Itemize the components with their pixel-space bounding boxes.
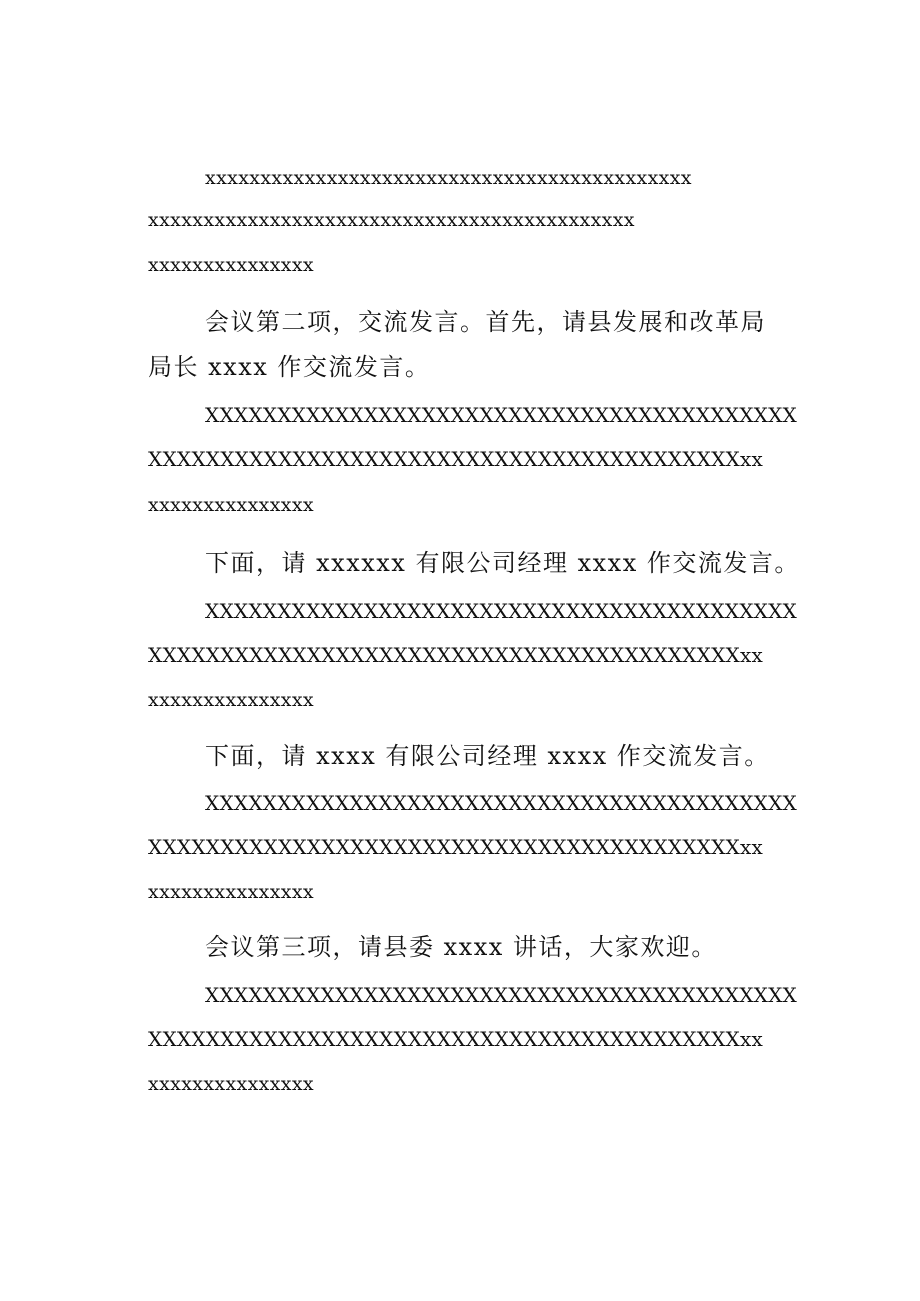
paragraph-3-line-3: xxxxxxxxxxxxxxx: [148, 494, 314, 516]
paragraph-5-line-1: XXXXXXXXXXXXXXXXXXXXXXXXXXXXXXXXXXXXXXXXX: [205, 599, 797, 623]
paragraph-1-line-3: xxxxxxxxxxxxxxx: [148, 254, 314, 276]
paragraph-9-line-2: XXXXXXXXXXXXXXXXXXXXXXXXXXXXXXXXXXXXXXXXXxx: [148, 1027, 763, 1051]
paragraph-2-line-2: 局长 xxxx 作交流发言。: [148, 353, 431, 381]
paragraph-7-line-2: XXXXXXXXXXXXXXXXXXXXXXXXXXXXXXXXXXXXXXXXXxx: [148, 835, 763, 859]
paragraph-8-line-1: 会议第三项，请县委 xxxx 讲话，大家欢迎。: [205, 933, 717, 961]
paragraph-1-line-2: xxxxxxxxxxxxxxxxxxxxxxxxxxxxxxxxxxxxxxxxxxxx: [148, 209, 635, 231]
paragraph-6-line-1: 下面，请 xxxx 有限公司经理 xxxx 作交流发言。: [205, 742, 770, 770]
paragraph-7-line-3: xxxxxxxxxxxxxxx: [148, 881, 314, 903]
paragraph-9-line-3: xxxxxxxxxxxxxxx: [148, 1073, 314, 1095]
paragraph-4-line-1: 下面，请 xxxxxx 有限公司经理 xxxx 作交流发言。: [205, 549, 800, 577]
paragraph-7-line-1: XXXXXXXXXXXXXXXXXXXXXXXXXXXXXXXXXXXXXXXXX: [205, 791, 797, 815]
paragraph-5-line-2: XXXXXXXXXXXXXXXXXXXXXXXXXXXXXXXXXXXXXXXXXxx: [148, 643, 763, 667]
paragraph-3-line-2: XXXXXXXXXXXXXXXXXXXXXXXXXXXXXXXXXXXXXXXXXxx: [148, 447, 763, 471]
paragraph-5-line-3: xxxxxxxxxxxxxxx: [148, 689, 314, 711]
paragraph-2-line-1: 会议第二项，交流发言。首先，请县发展和改革局: [205, 308, 766, 336]
paragraph-3-line-1: XXXXXXXXXXXXXXXXXXXXXXXXXXXXXXXXXXXXXXXXX: [205, 403, 797, 427]
paragraph-1-line-1: xxxxxxxxxxxxxxxxxxxxxxxxxxxxxxxxxxxxxxxxxxxx: [205, 167, 692, 189]
paragraph-9-line-1: XXXXXXXXXXXXXXXXXXXXXXXXXXXXXXXXXXXXXXXXX: [205, 983, 797, 1007]
